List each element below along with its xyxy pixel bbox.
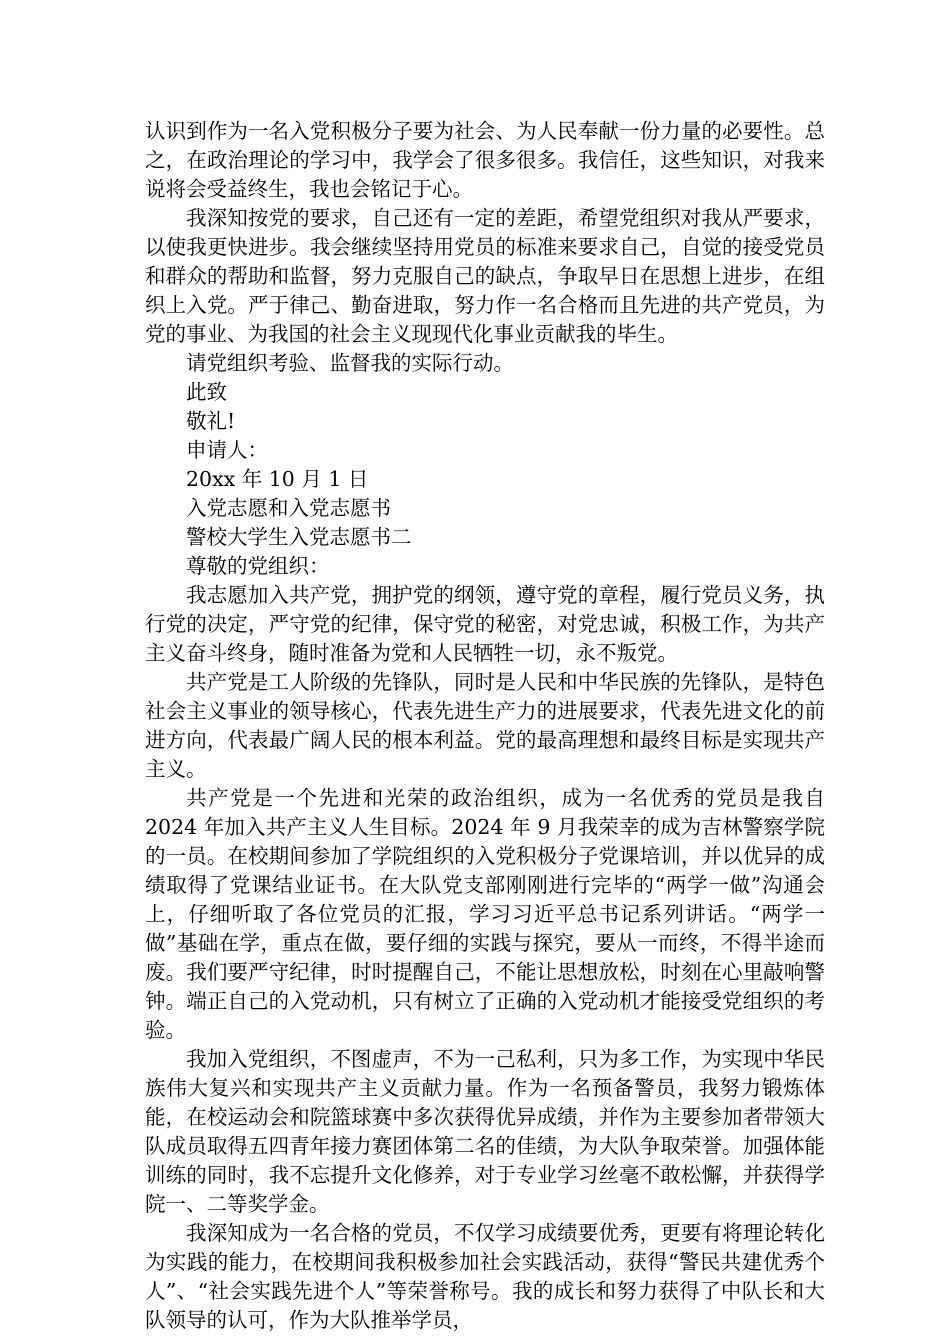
paragraph-4: 共产党是工人阶级的先锋队，同时是人民和中华民族的先锋队，是特色社会主义事业的领导核心，代表先进生产力的进展要求，代表先进文化的前进方向，代表最广阔人民的根本利益。党的最高理想和最终目标是实现共产主义。 bbox=[145, 670, 825, 781]
salutation-line: 此致 bbox=[186, 380, 227, 404]
request-line: 请党组织考验、监督我的实际行动。 bbox=[186, 351, 514, 375]
paragraph-5: 共产党是一个先进和光荣的政治组织，成为一名优秀的党员是我自 2024 年加入共产主义人生目标。2024 年 9 月我荣幸的成为吉林警察学院的一员。在校期间参加了学院组织的入党积极分子党课培训，并以优异的成绩取得了党课结业证书。在大队党支部刚刚进行完毕的“两学一做”沟通会上，仔细听取了各位党员的汇报，学习习近平总书记系列讲话。“两学一做”基础在学，重点在做，要仔细的实践与探究，要从一而终，不得半途而废。我们要严守纪律，时时提醒自己，不能让思想放松，时刻在心里敲响警钟。端正自己的入党动机，只有树立了正确的入党动机才能接受党组织的考验。 bbox=[145, 786, 825, 1042]
letter-title: 警校大学生入党志愿书二 bbox=[186, 525, 412, 549]
paragraph-1: 认识到作为一名入党积极分子要为社会、为人民奉献一份力量的必要性。总之，在政治理论的学习中，我学会了很多很多。我信任，这些知识，对我来说将会受益终生，我也会铭记于心。 bbox=[145, 119, 825, 201]
section-title: 入党志愿和入党志愿书 bbox=[186, 496, 391, 520]
document-page bbox=[145, 117, 825, 1335]
paragraph-6: 我加入党组织，不图虚声，不为一己私利，只为多工作，为实现中华民族伟大复兴和实现共产主义贡献力量。作为一名预备警员，我努力锻炼体能，在校运动会和院篮球赛中多次获得优异成绩，并作为主要参加者带领大队成员取得五四青年接力赛团体第二名的佳绩，为大队争取荣誉。加强体能训练的同时，我不忘提升文化修养，对于专业学习丝毫不敢松懈，并获得学院一、二等奖学金。 bbox=[145, 1047, 825, 1216]
letter-addressee: 尊敬的党组织： bbox=[186, 554, 330, 578]
paragraph-7: 我深知成为一名合格的党员，不仅学习成绩要优秀，更要有将理论转化为实践的能力，在校期间我积极参加社会实践活动，获得“警民共建优秀个人”、“社会实践先进个人”等荣誉称号。我的成长和努力获得了中队长和大队领导的认可，作为大队推举学员， bbox=[145, 1221, 825, 1332]
date-line: 20xx 年 10 月 1 日 bbox=[186, 467, 369, 491]
paragraph-2: 我深知按党的要求，自己还有一定的差距，希望党组织对我从严要求，以使我更快进步。我会继续坚持用党员的标准来要求自己，自觉的接受党员和群众的帮助和监督，努力克服自己的缺点，争取早日在思想上进步，在组织上入党。严于律己、勤奋进取，努力作一名合格而且先进的共产党员，为党的事业、为我国的社会主义现现代化事业贡献我的毕生。 bbox=[145, 206, 825, 346]
greeting-line: 敬礼! bbox=[186, 409, 236, 433]
applicant-line: 申请人： bbox=[186, 438, 268, 462]
paragraph-3: 我志愿加入共产党，拥护党的纲领，遵守党的章程，履行党员义务，执行党的决定，严守党的纪律，保守党的秘密，对党忠诚，积极工作，为共产主义奋斗终身，随时准备为党和人民牺牲一切，永不叛党。 bbox=[145, 583, 825, 665]
